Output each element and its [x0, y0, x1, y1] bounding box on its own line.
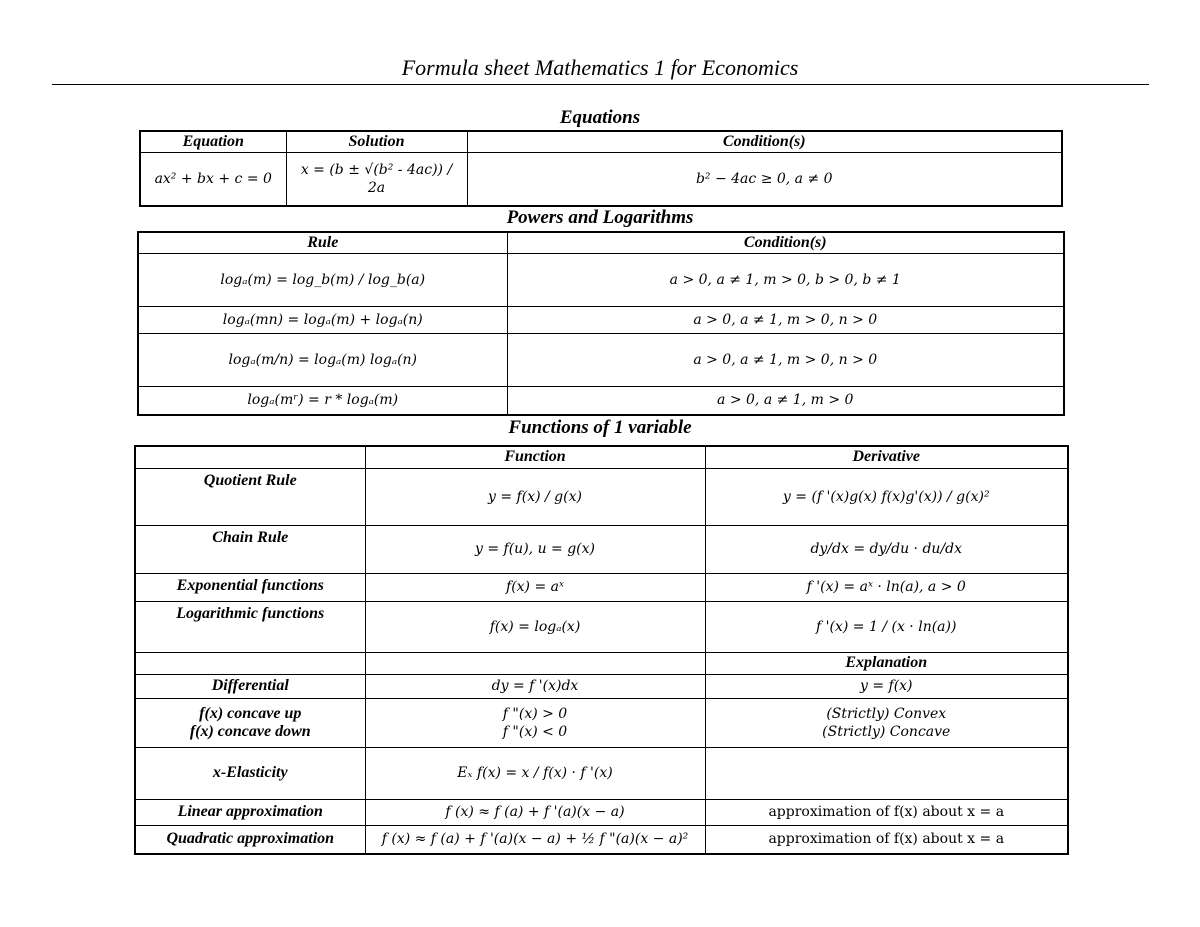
function-line: f "(x) > 0 [502, 705, 568, 722]
empty-cell [135, 652, 365, 674]
table-row [135, 468, 1068, 525]
row-label: Chain Rule [135, 525, 365, 573]
function-cell: Eₓ f(x) = x / f(x) · f '(x) [365, 747, 705, 799]
table-row [138, 333, 1064, 386]
function-cell: dy = f '(x)dx [365, 674, 705, 698]
header-derivative: Derivative [705, 446, 1068, 468]
section-heading-equations: Equations [559, 107, 641, 128]
header-equation: Equation [140, 131, 286, 152]
derivative-cell: f '(x) = 1 / (x · ln(a)) [705, 601, 1068, 652]
row-label: Quotient Rule [135, 468, 365, 525]
empty-cell [365, 652, 705, 674]
row-label: Logarithmic functions [135, 601, 365, 652]
section-heading-functions: Functions of 1 variable [508, 417, 692, 438]
header-rule: Rule [138, 232, 507, 253]
explanation-cell: approximation of f(x) about x = a [705, 825, 1068, 854]
rule-cell: logₐ(m/n) = logₐ(m) logₐ(n) [138, 333, 507, 386]
derivative-cell: f '(x) = aˣ · ln(a), a > 0 [705, 573, 1068, 601]
equation-cell: ax² + bx + c = 0 [140, 152, 286, 206]
function-cell: f (x) ≈ f (a) + f '(a)(x − a) [365, 799, 705, 825]
header-empty [135, 446, 365, 468]
explanation-cell [705, 747, 1068, 799]
function-cell: y = f(u), u = g(x) [365, 525, 705, 573]
explanation-cell: approximation of f(x) about x = a [705, 799, 1068, 825]
table-row [135, 573, 1068, 601]
row-label: Differential [135, 674, 365, 698]
row-label-line: f(x) concave up [199, 704, 302, 722]
functions-table [134, 445, 1069, 855]
explanation-cell: y = f(x) [705, 674, 1068, 698]
table-row [135, 674, 1068, 698]
conditions-cell: a > 0, a ≠ 1, m > 0, n > 0 [507, 306, 1064, 333]
explanation-cell [705, 698, 1068, 747]
table-row [135, 698, 1068, 747]
solution-cell: x = (b ± √(b² - 4ac)) / 2a [286, 152, 467, 206]
function-line: f "(x) < 0 [502, 723, 568, 740]
table-row [135, 799, 1068, 825]
conditions-cell: a > 0, a ≠ 1, m > 0 [507, 386, 1064, 415]
table-row [138, 386, 1064, 415]
derivative-cell: y = (f '(x)g(x) f(x)g'(x)) / g(x)² [705, 468, 1068, 525]
row-label-line: f(x) concave down [189, 722, 311, 740]
function-cell: f (x) ≈ f (a) + f '(a)(x − a) + ½ f "(a)(x − a)² [365, 825, 705, 854]
header-conditions: Condition(s) [507, 232, 1064, 253]
rule-cell: logₐ(m) = log_b(m) / log_b(a) [138, 253, 507, 306]
row-label: x-Elasticity [135, 747, 365, 799]
table-row [138, 253, 1064, 306]
table-row [140, 152, 1062, 206]
row-label: Exponential functions [135, 573, 365, 601]
row-label [135, 698, 365, 747]
explanation-line: (Strictly) Convex [826, 705, 947, 722]
header-solution: Solution [286, 131, 467, 152]
row-label: Linear approximation [135, 799, 365, 825]
derivative-cell: dy/dx = dy/du · du/dx [705, 525, 1068, 573]
section-heading-powers: Powers and Logarithms [506, 207, 694, 228]
powers-table [137, 231, 1065, 416]
function-cell: y = f(x) / g(x) [365, 468, 705, 525]
table-row [135, 825, 1068, 854]
table-row [138, 306, 1064, 333]
header-function: Function [365, 446, 705, 468]
equations-table [139, 130, 1063, 207]
table-row [135, 747, 1068, 799]
title-divider [52, 84, 1149, 85]
conditions-cell: a > 0, a ≠ 1, m > 0, b > 0, b ≠ 1 [507, 253, 1064, 306]
header-conditions: Condition(s) [467, 131, 1062, 152]
function-cell: f(x) = aˣ [365, 573, 705, 601]
conditions-cell: b² − 4ac ≥ 0, a ≠ 0 [467, 152, 1062, 206]
conditions-cell: a > 0, a ≠ 1, m > 0, n > 0 [507, 333, 1064, 386]
table-row [135, 601, 1068, 652]
rule-cell: logₐ(mʳ) = r * logₐ(m) [138, 386, 507, 415]
function-cell [365, 698, 705, 747]
header-explanation: Explanation [705, 652, 1068, 674]
explanation-line: (Strictly) Concave [822, 723, 951, 740]
document-title: Formula sheet Mathematics 1 for Economics [401, 55, 799, 80]
function-cell: f(x) = logₐ(x) [365, 601, 705, 652]
rule-cell: logₐ(mn) = logₐ(m) + logₐ(n) [138, 306, 507, 333]
table-row [135, 525, 1068, 573]
row-label: Quadratic approximation [135, 825, 365, 854]
